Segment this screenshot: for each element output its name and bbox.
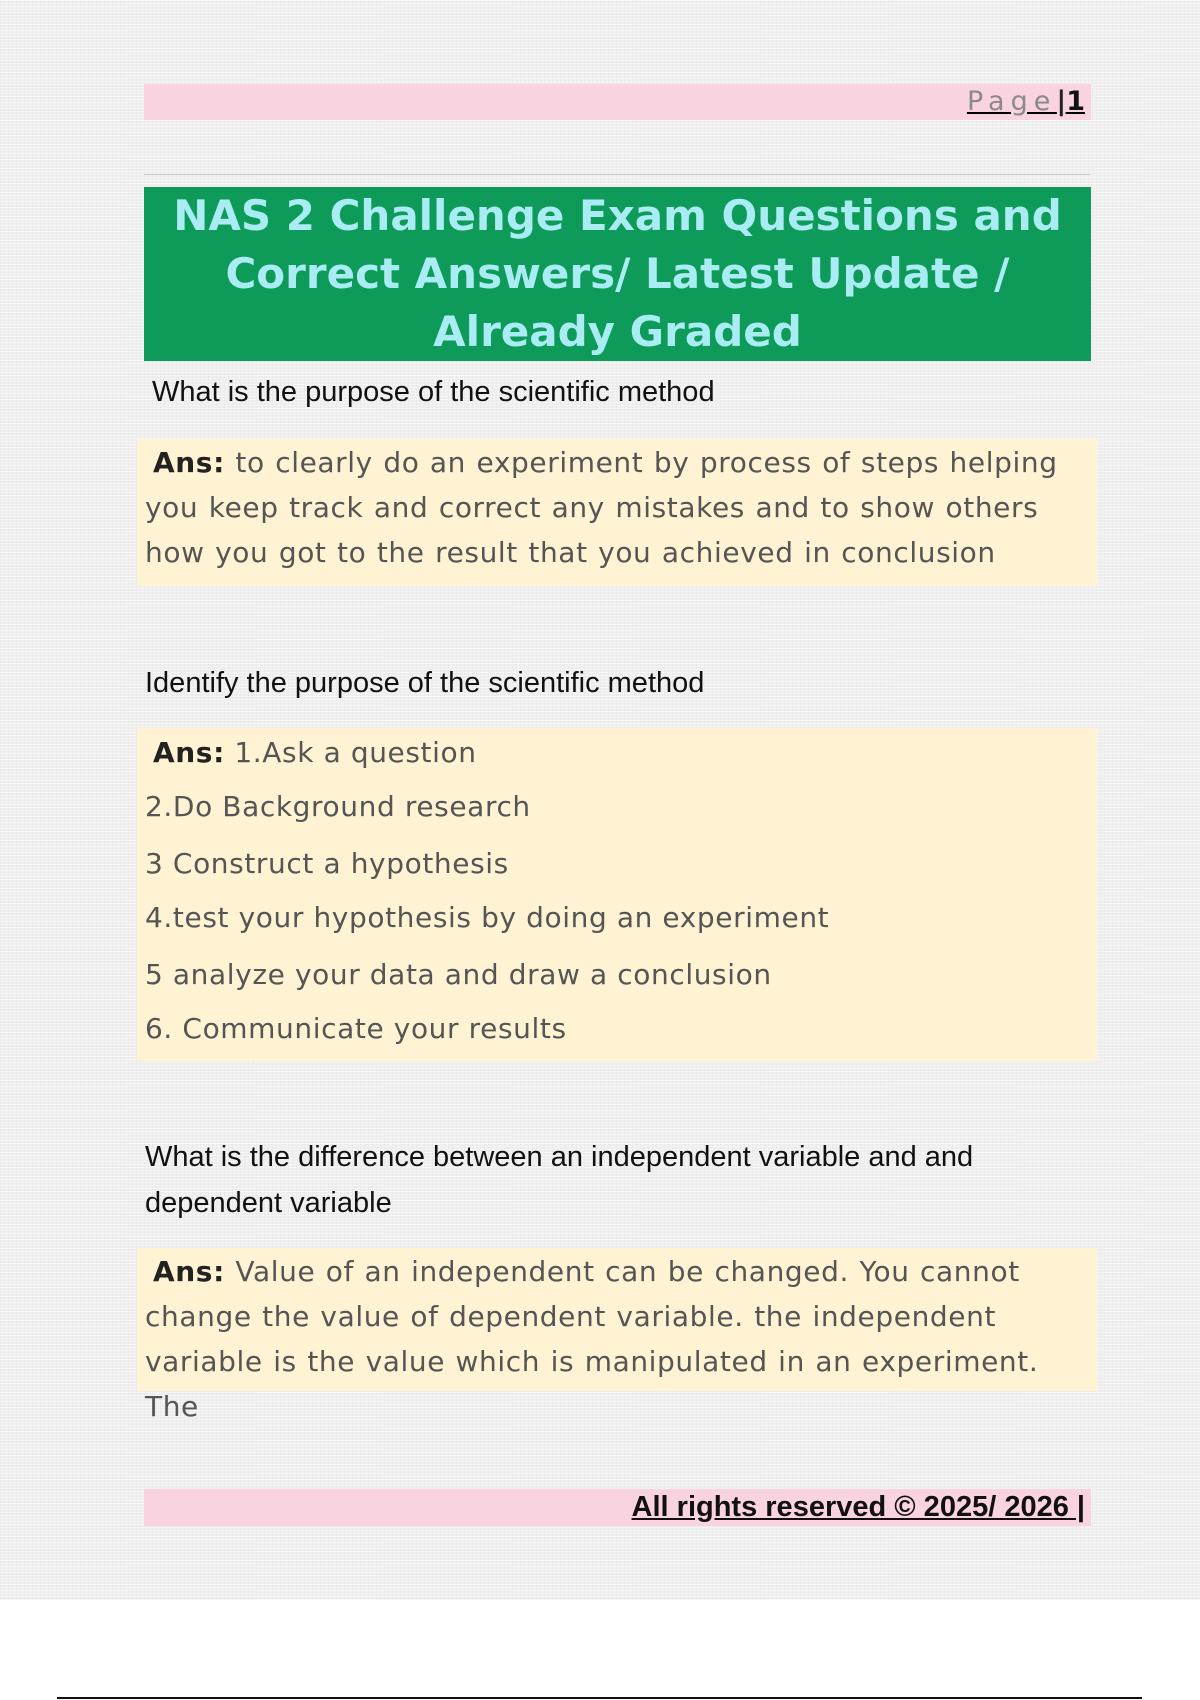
bottom-divider xyxy=(57,1697,1142,1699)
answer-step: 1.Ask a question xyxy=(234,736,477,769)
answer-3 xyxy=(145,1249,1089,1429)
page-separator: | xyxy=(1056,86,1067,117)
answer-step: 2.Do Background research xyxy=(145,790,531,823)
answer-box-1 xyxy=(137,439,1097,586)
answer-line xyxy=(145,733,1089,773)
page-number: 1 xyxy=(1066,86,1085,117)
answer-step: 4.test your hypothesis by doing an experiment xyxy=(145,901,830,934)
answer-step: 3 Construct a hypothesis xyxy=(145,847,509,880)
answer-label: Ans: xyxy=(153,736,225,769)
title-banner xyxy=(144,187,1091,361)
page-word: Page xyxy=(966,86,1057,117)
answer-step: 5 analyze your data and draw a conclusion xyxy=(145,958,772,991)
page-header xyxy=(144,84,1091,120)
answer-text: to clearly do an experiment by process of steps helping you keep track and correct any mistakes and to show others how you got to the result that you achieved in conclusion xyxy=(145,446,1058,569)
answer-step: 6. Communicate your results xyxy=(145,1012,567,1045)
question-3: What is the difference between an independent variable and and dependent variable xyxy=(145,1141,974,1219)
question-1: What is the purpose of the scientific method xyxy=(152,376,715,408)
page-number-label xyxy=(967,86,1085,118)
header-divider xyxy=(144,174,1091,175)
answer-box-3 xyxy=(137,1248,1097,1423)
document-title: NAS 2 Challenge Exam Questions and Correct Answers/ Latest Update / Already Graded xyxy=(173,191,1062,356)
answer-1 xyxy=(145,440,1089,575)
page-footer xyxy=(144,1489,1091,1526)
answer-label: Ans: xyxy=(153,1255,225,1288)
answer-text: Value of an independent can be changed. You cannot change the value of dependent variable. the independent variable is the value which is manipulated in an experiment. The xyxy=(145,1255,1039,1423)
question-2: Identify the purpose of the scientific method xyxy=(145,667,705,699)
answer-box-2 xyxy=(137,728,1097,1061)
copyright-text: All rights reserved © 2025/ 2026 | xyxy=(631,1491,1085,1523)
answer-label: Ans: xyxy=(153,446,225,479)
